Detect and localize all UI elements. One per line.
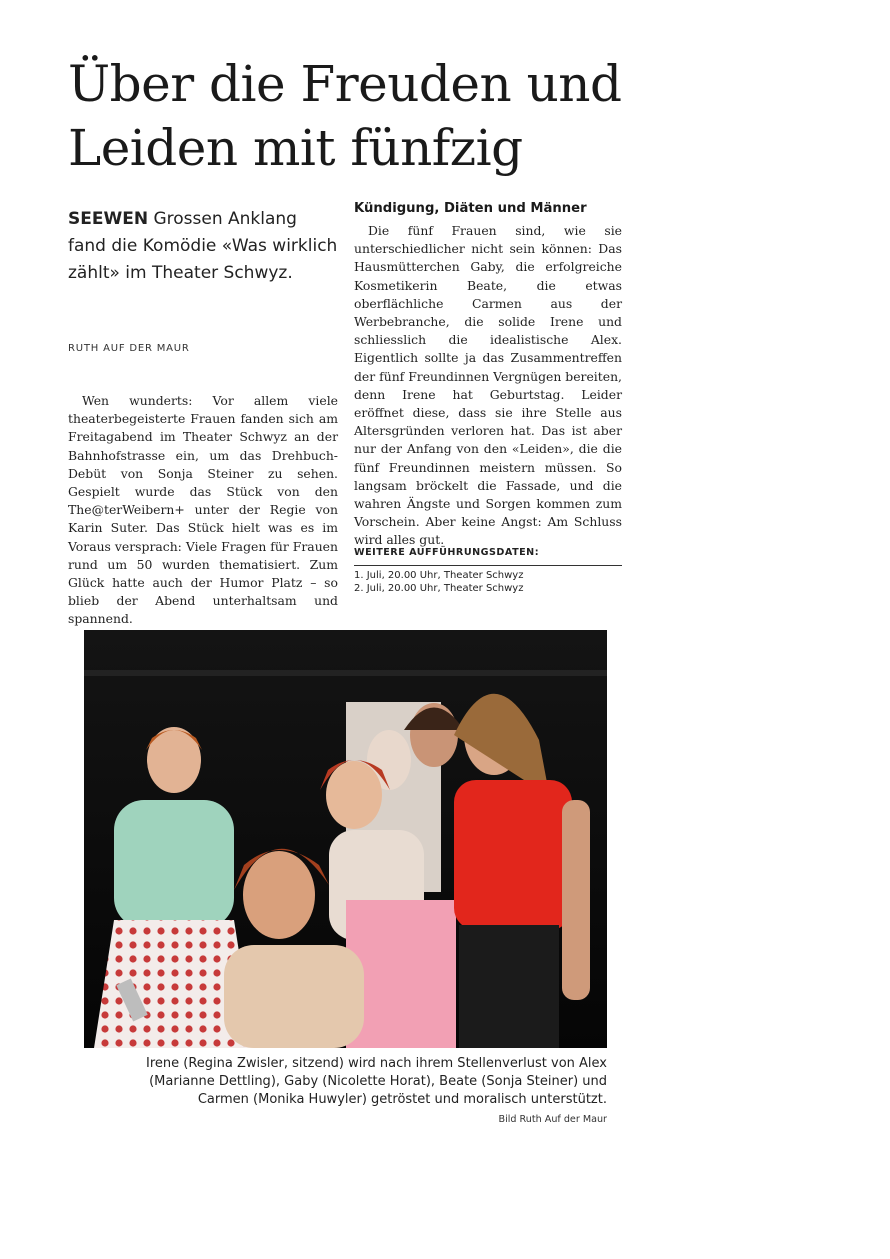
stage-photo — [84, 630, 607, 1048]
performance-dates-list — [354, 569, 523, 595]
article-lead — [68, 206, 340, 287]
caption-line-3: Carmen (Monika Huwyler) getröstet und moralisch unterstützt. — [197, 1092, 607, 1107]
headline-line-2: Leiden mit fünfzig — [68, 119, 523, 177]
caption-line-2: (Marianne Dettling), Gaby (Nicolette Horat), Beate (Sonja Steiner) und — [149, 1074, 607, 1089]
performance-date-item: 1. Juli, 20.00 Uhr, Theater Schwyz — [354, 570, 524, 581]
photo-credit: Bild Ruth Auf der Maur — [498, 1114, 607, 1125]
divider — [354, 565, 622, 566]
photo-caption — [84, 1055, 607, 1109]
headline-line-1: Über die Freuden und — [68, 55, 622, 113]
lead-kicker: SEEWEN — [68, 209, 149, 229]
author-byline: RUTH AUF DER MAUR — [68, 343, 190, 354]
body-text-right: Die fünf Frauen sind, wie sie unterschiedlicher nicht sein können: Das Hausmütterchen Gaby, die erfolgreiche Kosmetikerin Beate, die etwas oberflächliche Carmen aus der Werbebranche, die solide Irene und schliesslich die idealistische Alex. Eigentlich sollte ja das Zusammentreffen der fünf Freundinnen Vergnügen bereiten, denn Irene hat Geburtstag. Leider eröffnet diese, dass sie ihre Stelle aus Altersgründen verloren hat. Das ist aber nur der Anfang von den «Leiden», die die fünf Freundinnen meistern müssen. So langsam bröckelt die Fassade, und die wahren Ängste und Sorgen kommen zum Vorschein. Aber keine Angst: Am Schluss wird alles gut. — [354, 223, 622, 548]
section-subhead: Kündigung, Diäten und Männer — [354, 201, 587, 216]
performance-dates-heading: WEITERE AUFFÜHRUNGSDATEN: — [354, 547, 540, 558]
caption-line-1: Irene (Regina Zwisler, sitzend) wird nach ihrem Stellenverlust von Alex — [146, 1056, 607, 1071]
lead-text: Grossen Anklang fand die Komödie «Was wirklich zählt» im Theater Schwyz. — [68, 209, 338, 283]
article-headline — [68, 52, 628, 180]
body-text-left: Wen wunderts: Vor allem viele theaterbegeisterte Frauen fanden sich am Freitagabend im Theater Schwyz an der Bahnhofstrasse ein, um das Drehbuch-Debüt von Sonja Steiner zu sehen. Gespielt wurde das Stück von den The@terWeibern+ unter der Regie von Karin Suter. Das Stück hielt was es im Voraus versprach: Viele Fragen für Frauen rund um 50 wurden thematisiert. Zum Glück hatte auch der Humor Platz – so blieb der Abend unterhaltsam und spannend. — [68, 393, 338, 627]
performance-date-item: 2. Juli, 20.00 Uhr, Theater Schwyz — [354, 583, 524, 594]
